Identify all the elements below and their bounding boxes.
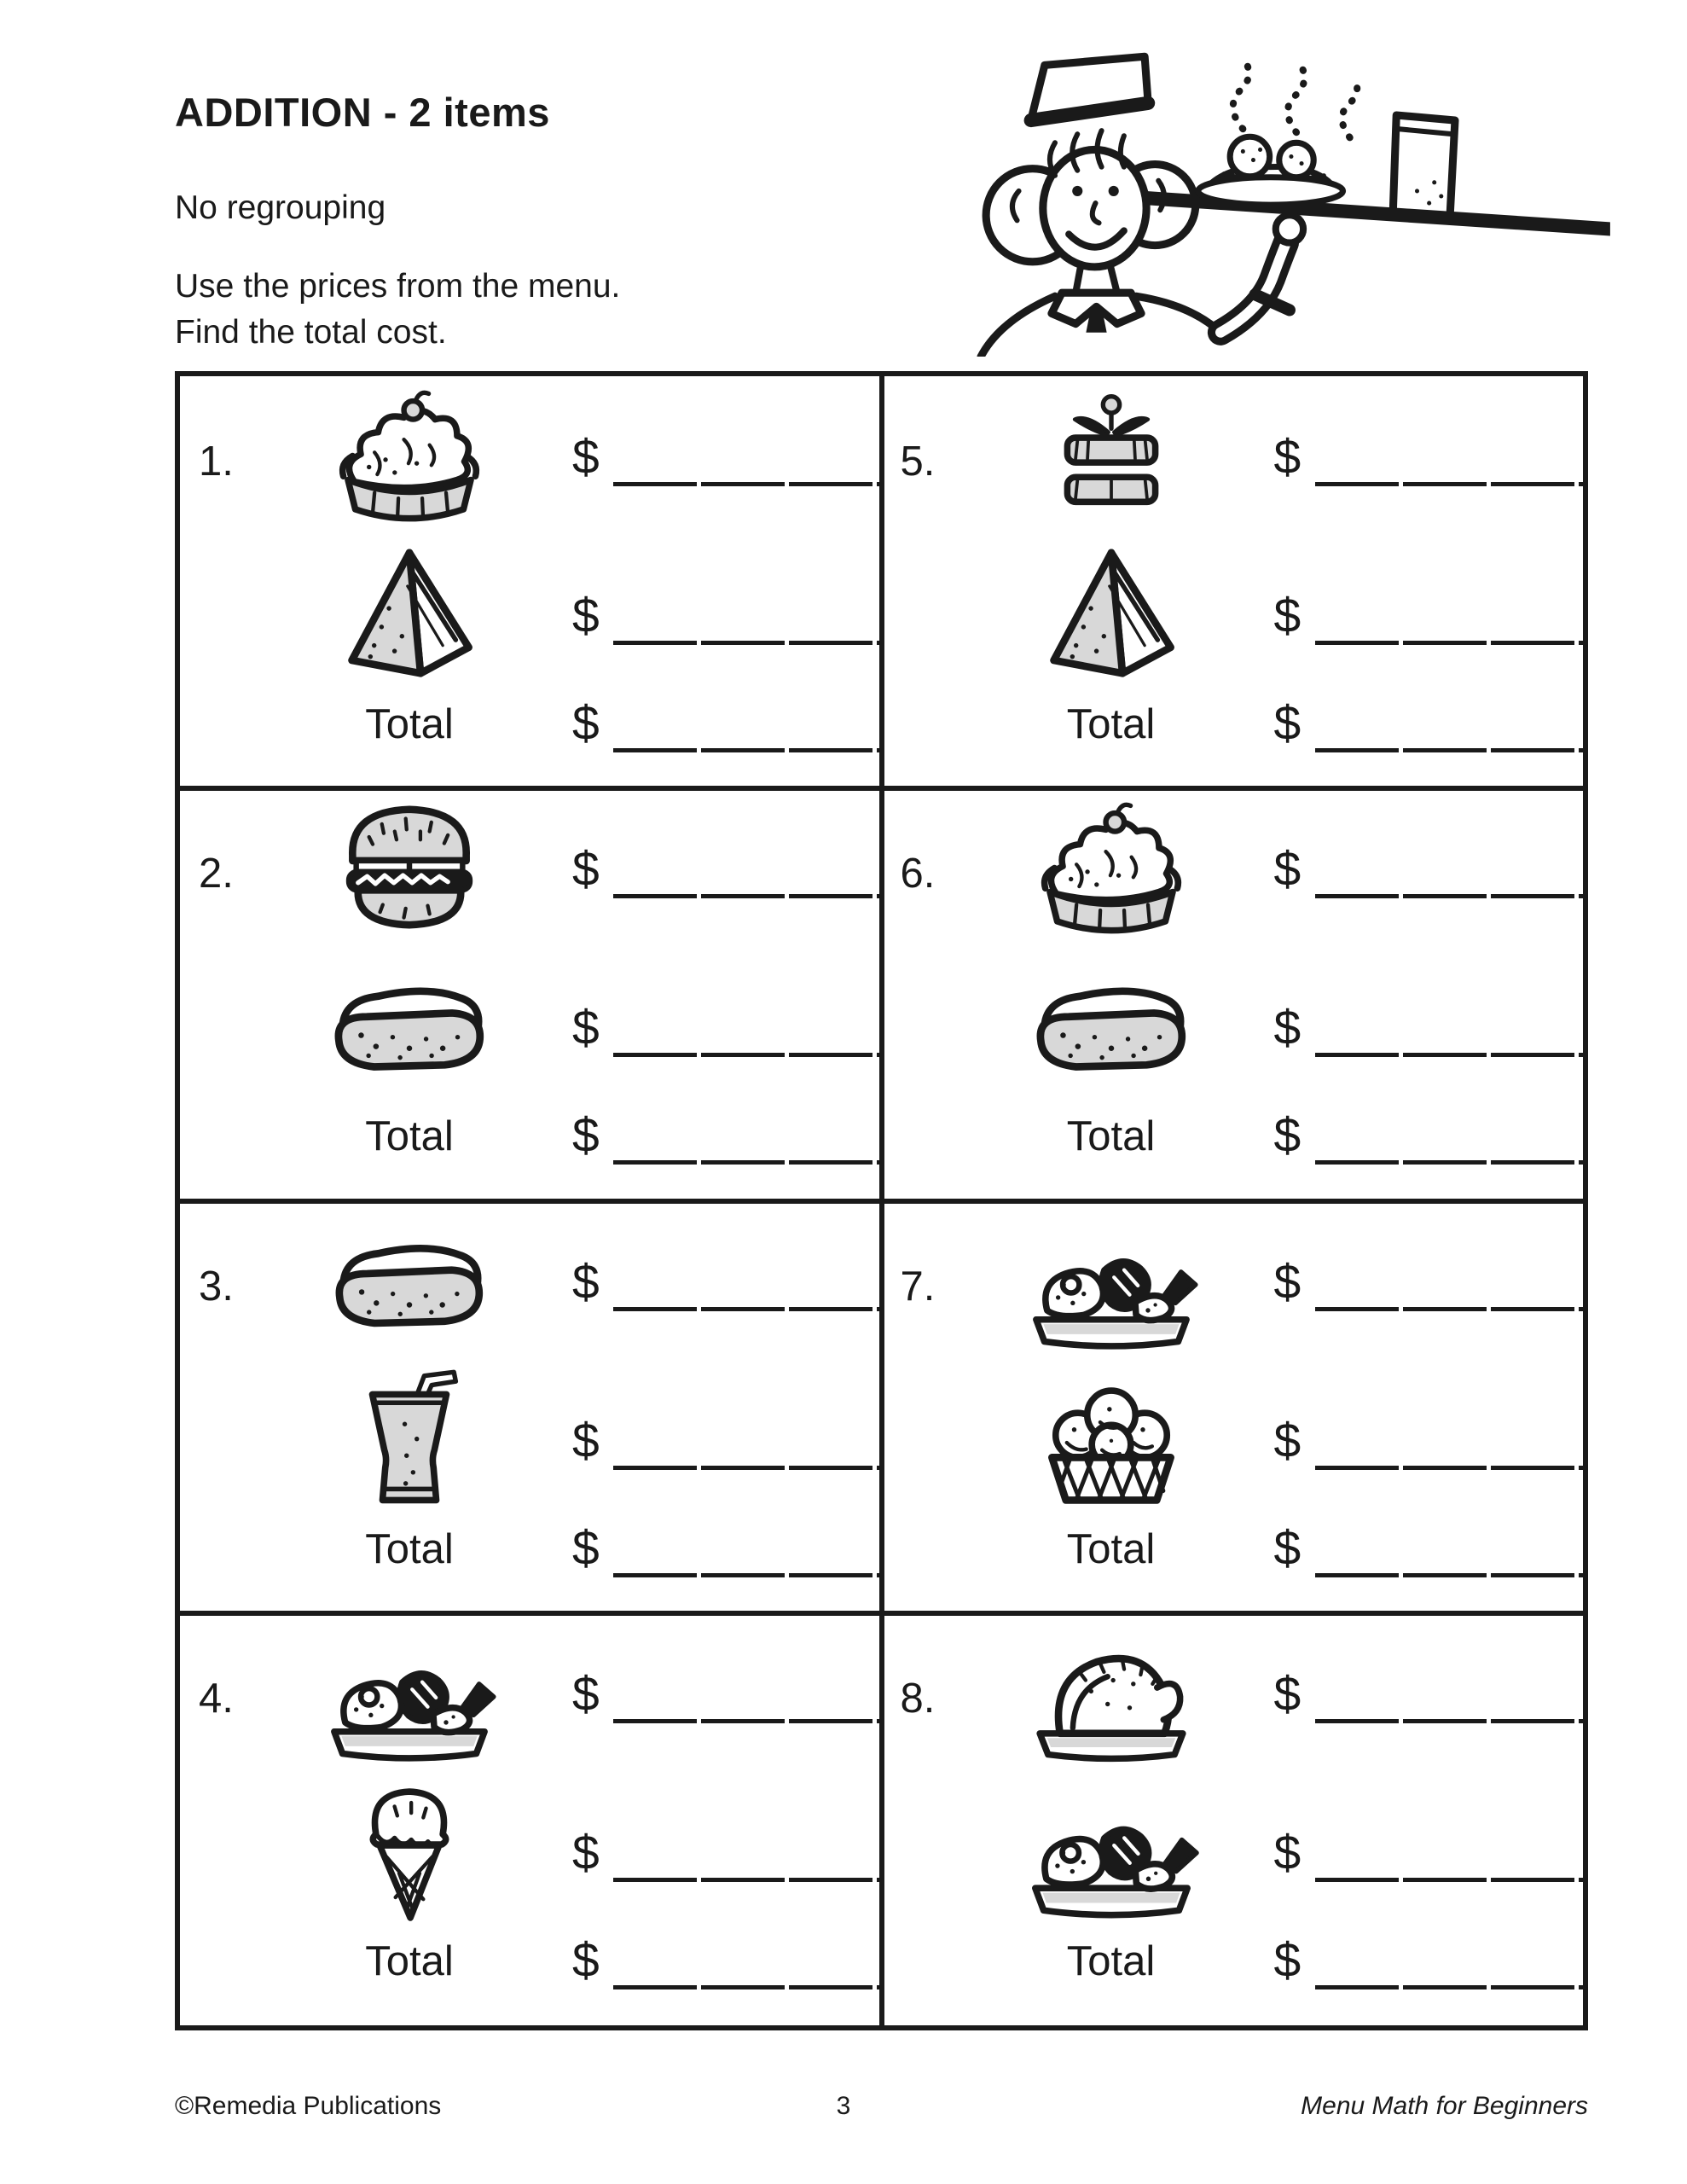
price-blank[interactable] xyxy=(613,894,881,898)
currency-symbol: $ xyxy=(572,842,600,897)
currency-symbol: $ xyxy=(1273,430,1301,485)
problem-cell xyxy=(180,1613,882,2025)
table-row-divider xyxy=(180,786,1583,791)
currency-symbol: $ xyxy=(572,696,600,751)
total-blank[interactable] xyxy=(1315,748,1583,752)
cake-icon xyxy=(989,388,1233,535)
total-label: Total xyxy=(365,701,454,747)
total-blank[interactable] xyxy=(613,1160,881,1165)
currency-symbol: $ xyxy=(572,1413,600,1468)
waitress-illustration xyxy=(968,36,1625,357)
total-label: Total xyxy=(365,1937,454,1984)
price-blank[interactable] xyxy=(1315,1878,1583,1882)
currency-symbol: $ xyxy=(572,1001,600,1056)
chicken-icon xyxy=(287,1625,531,1772)
currency-symbol: $ xyxy=(1273,589,1301,643)
problem-cell xyxy=(882,1201,1584,1613)
total-blank[interactable] xyxy=(1315,1573,1583,1577)
price-blank[interactable] xyxy=(1315,1307,1583,1311)
price-blank[interactable] xyxy=(613,1719,881,1723)
problems-table xyxy=(175,371,1588,2030)
problem-number: 4. xyxy=(199,1675,234,1722)
footer-book-title: Menu Math for Beginners xyxy=(1301,2092,1588,2120)
price-blank[interactable] xyxy=(613,482,881,486)
problem-number: 2. xyxy=(199,851,234,897)
hotdog-icon xyxy=(287,956,531,1104)
hotdog-icon xyxy=(287,1213,531,1360)
currency-symbol: $ xyxy=(1273,1666,1301,1722)
total-blank[interactable] xyxy=(1315,1160,1583,1165)
currency-symbol: $ xyxy=(572,1108,600,1164)
total-label: Total xyxy=(1066,701,1156,747)
currency-symbol: $ xyxy=(572,1520,600,1576)
currency-symbol: $ xyxy=(572,1666,600,1722)
total-blank[interactable] xyxy=(613,748,881,752)
price-blank[interactable] xyxy=(1315,482,1583,486)
instruction-line-2: Find the total cost. xyxy=(175,314,447,351)
instruction-line-1: Use the prices from the menu. xyxy=(175,268,621,305)
total-blank[interactable] xyxy=(1315,1985,1583,1989)
price-blank[interactable] xyxy=(613,1053,881,1057)
total-label: Total xyxy=(365,1525,454,1572)
price-blank[interactable] xyxy=(613,1307,881,1311)
soda-icon xyxy=(287,1368,531,1517)
problem-cell xyxy=(882,376,1584,788)
currency-symbol: $ xyxy=(572,589,600,643)
currency-symbol: $ xyxy=(1273,1825,1301,1880)
sandwich-icon xyxy=(287,543,531,692)
total-blank[interactable] xyxy=(613,1573,881,1577)
hamburger-icon xyxy=(287,800,531,947)
currency-symbol: $ xyxy=(1273,1108,1301,1164)
problem-number: 8. xyxy=(900,1675,936,1722)
price-blank[interactable] xyxy=(1315,1466,1583,1470)
subtitle: No regrouping xyxy=(175,189,386,226)
currency-symbol: $ xyxy=(572,430,600,485)
table-row-divider xyxy=(180,1611,1583,1616)
problem-cell xyxy=(882,1613,1584,2025)
currency-symbol: $ xyxy=(1273,842,1301,897)
currency-symbol: $ xyxy=(1273,696,1301,751)
price-blank[interactable] xyxy=(613,1878,881,1882)
currency-symbol: $ xyxy=(1273,1254,1301,1310)
cone-icon xyxy=(287,1780,531,1929)
rolls-icon xyxy=(989,1368,1233,1517)
hotdog-icon xyxy=(989,956,1233,1104)
price-blank[interactable] xyxy=(613,641,881,645)
problem-cell xyxy=(180,376,882,788)
problem-cell xyxy=(180,788,882,1200)
price-blank[interactable] xyxy=(1315,894,1583,898)
sandwich-icon xyxy=(989,543,1233,692)
problem-number: 5. xyxy=(900,439,936,485)
footer-publisher: ©Remedia Publications xyxy=(175,2092,442,2120)
total-label: Total xyxy=(365,1113,454,1160)
turkey-icon xyxy=(989,1625,1233,1772)
footer-page-number: 3 xyxy=(836,2092,851,2120)
chicken-icon xyxy=(989,1780,1233,1929)
total-blank[interactable] xyxy=(613,1985,881,1989)
price-blank[interactable] xyxy=(1315,1719,1583,1723)
currency-symbol: $ xyxy=(572,1825,600,1880)
table-row-divider xyxy=(180,1199,1583,1204)
currency-symbol: $ xyxy=(1273,1520,1301,1576)
price-blank[interactable] xyxy=(1315,1053,1583,1057)
total-label: Total xyxy=(1066,1525,1156,1572)
currency-symbol: $ xyxy=(572,1254,600,1310)
page-title: ADDITION - 2 items xyxy=(175,90,550,135)
currency-symbol: $ xyxy=(1273,1932,1301,1988)
sundae-icon xyxy=(989,800,1233,947)
price-blank[interactable] xyxy=(613,1466,881,1470)
problem-number: 3. xyxy=(199,1263,234,1310)
problem-number: 1. xyxy=(199,439,234,485)
problem-cell xyxy=(180,1201,882,1613)
problem-number: 6. xyxy=(900,851,936,897)
sundae-icon xyxy=(287,388,531,535)
price-blank[interactable] xyxy=(1315,641,1583,645)
problem-number: 7. xyxy=(900,1263,936,1310)
currency-symbol: $ xyxy=(1273,1001,1301,1056)
currency-symbol: $ xyxy=(1273,1413,1301,1468)
total-label: Total xyxy=(1066,1937,1156,1984)
chicken-icon xyxy=(989,1213,1233,1360)
currency-symbol: $ xyxy=(572,1932,600,1988)
problem-cell xyxy=(882,788,1584,1200)
total-label: Total xyxy=(1066,1113,1156,1160)
